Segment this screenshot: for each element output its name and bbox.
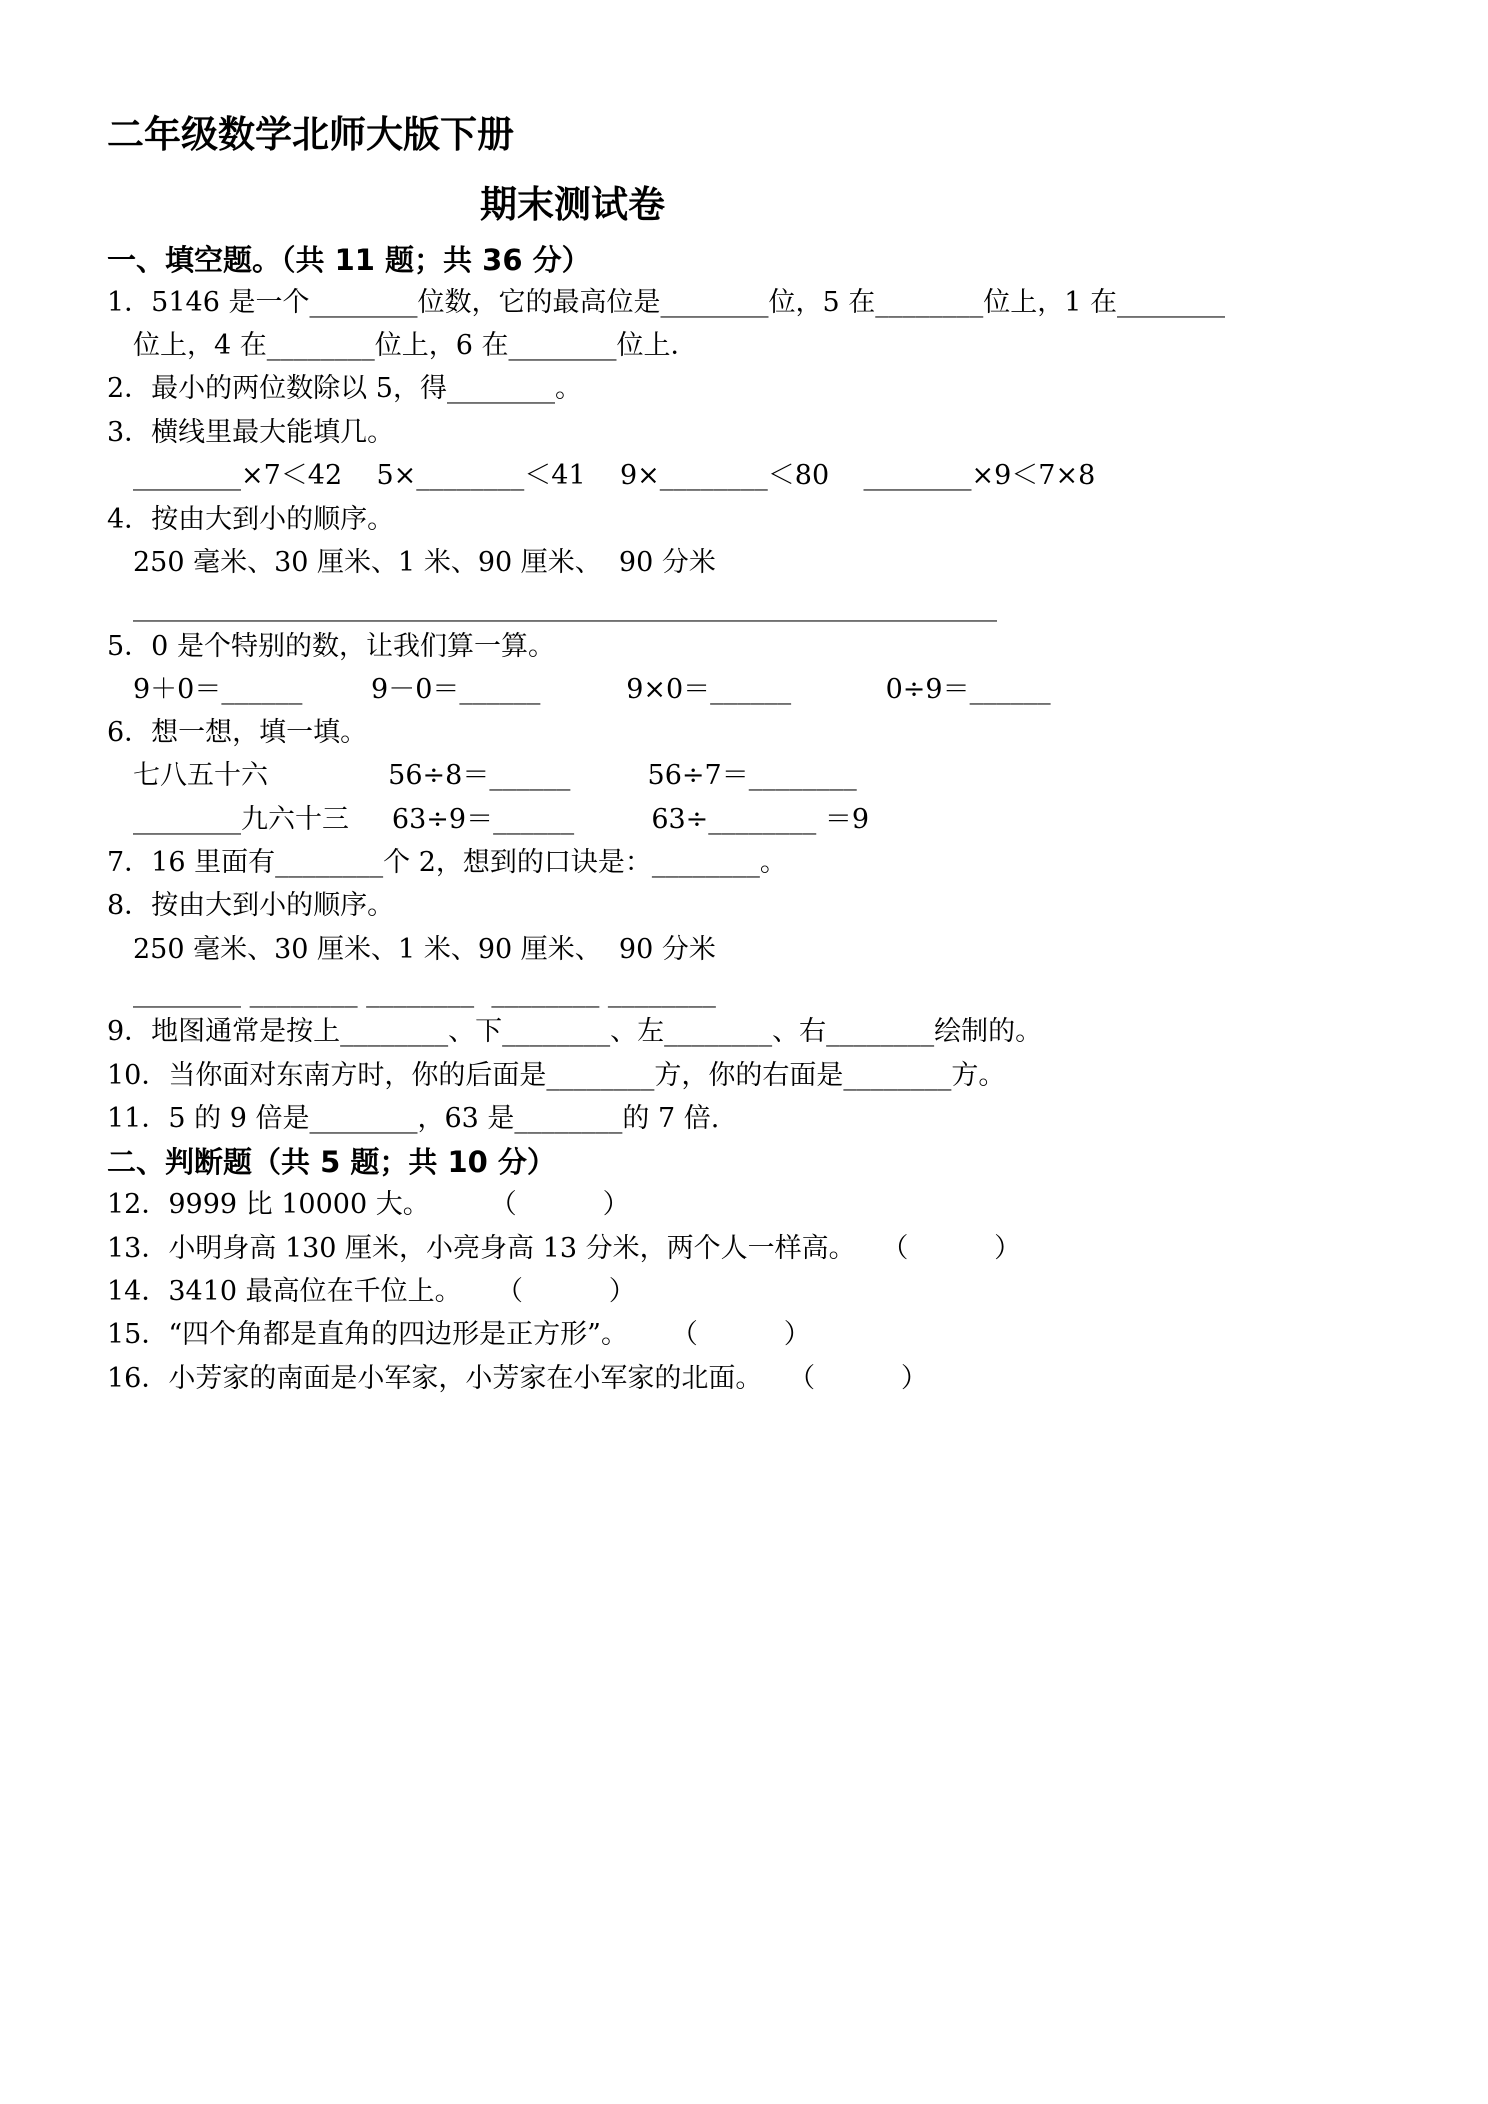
question-2: 2．最小的两位数除以 5，得________。 — [107, 373, 582, 404]
question-6-row-1: 七八五十六 56÷8＝______ 56÷7＝________ — [133, 760, 857, 791]
question-8-items: 250 毫米、30 厘米、1 米、90 厘米、 90 分米 — [133, 934, 716, 965]
question-8-answer-line: ________ ________ ________ ________ ________ — [133, 977, 716, 1008]
question-10: 10．当你面对东南方时，你的后面是________方，你的右面是________方。 — [107, 1060, 1006, 1091]
question-4: 4．按由大到小的顺序。 — [107, 504, 395, 535]
question-6-row-2: ________九六十三 63÷9＝______ 63÷________ ＝9 — [133, 804, 870, 835]
exam-title: 期末测试卷 — [480, 183, 665, 226]
section-title-true-false: 二、判断题（共 5 题；共 10 分） — [107, 1145, 556, 1179]
section-title-fill-in: 一、填空题。（共 11 题；共 36 分） — [107, 243, 591, 277]
question-4-answer-line: ________________________________________________________________ — [133, 591, 997, 622]
question-15: 15．“四个角都是直角的四边形是正方形”。 （ ） — [107, 1319, 811, 1350]
question-3-items: ________×7＜42 5×________＜41 9×________＜80 ________×9＜7×8 — [133, 460, 1096, 491]
question-5-items: 9＋0＝______ 9－0＝______ 9×0＝______ 0÷9＝______ — [133, 674, 1051, 705]
question-16: 16．小芳家的南面是小军家，小芳家在小军家的北面。 （ ） — [107, 1363, 928, 1394]
question-1-line-2: 位上，4 在________位上，6 在________位上． — [133, 330, 698, 361]
question-9: 9．地图通常是按上________、下________、左________、右________绘制的。 — [107, 1016, 1043, 1047]
question-5: 5．0 是个特别的数，让我们算一算。 — [107, 631, 555, 662]
question-12: 12．9999 比 10000 大。 （ ） — [107, 1189, 630, 1220]
question-7: 7．16 里面有________个 2，想到的口诀是：________。 — [107, 847, 787, 878]
question-3: 3．横线里最大能填几。 — [107, 417, 395, 448]
question-11: 11．5 的 9 倍是________，63 是________的 7 倍. — [107, 1103, 720, 1134]
question-14: 14．3410 最高位在千位上。 （ ） — [107, 1276, 636, 1307]
question-1-line-1: 1．5146 是一个________位数，它的最高位是________位，5 在________位上，1 在________ — [107, 287, 1225, 318]
question-13: 13．小明身高 130 厘米，小亮身高 13 分米，两个人一样高。 （ ） — [107, 1233, 1022, 1264]
question-8: 8．按由大到小的顺序。 — [107, 890, 395, 921]
document-title: 二年级数学北师大版下册 — [107, 113, 514, 156]
question-6: 6．想一想，填一填。 — [107, 717, 368, 748]
question-4-items: 250 毫米、30 厘米、1 米、90 厘米、 90 分米 — [133, 547, 716, 578]
